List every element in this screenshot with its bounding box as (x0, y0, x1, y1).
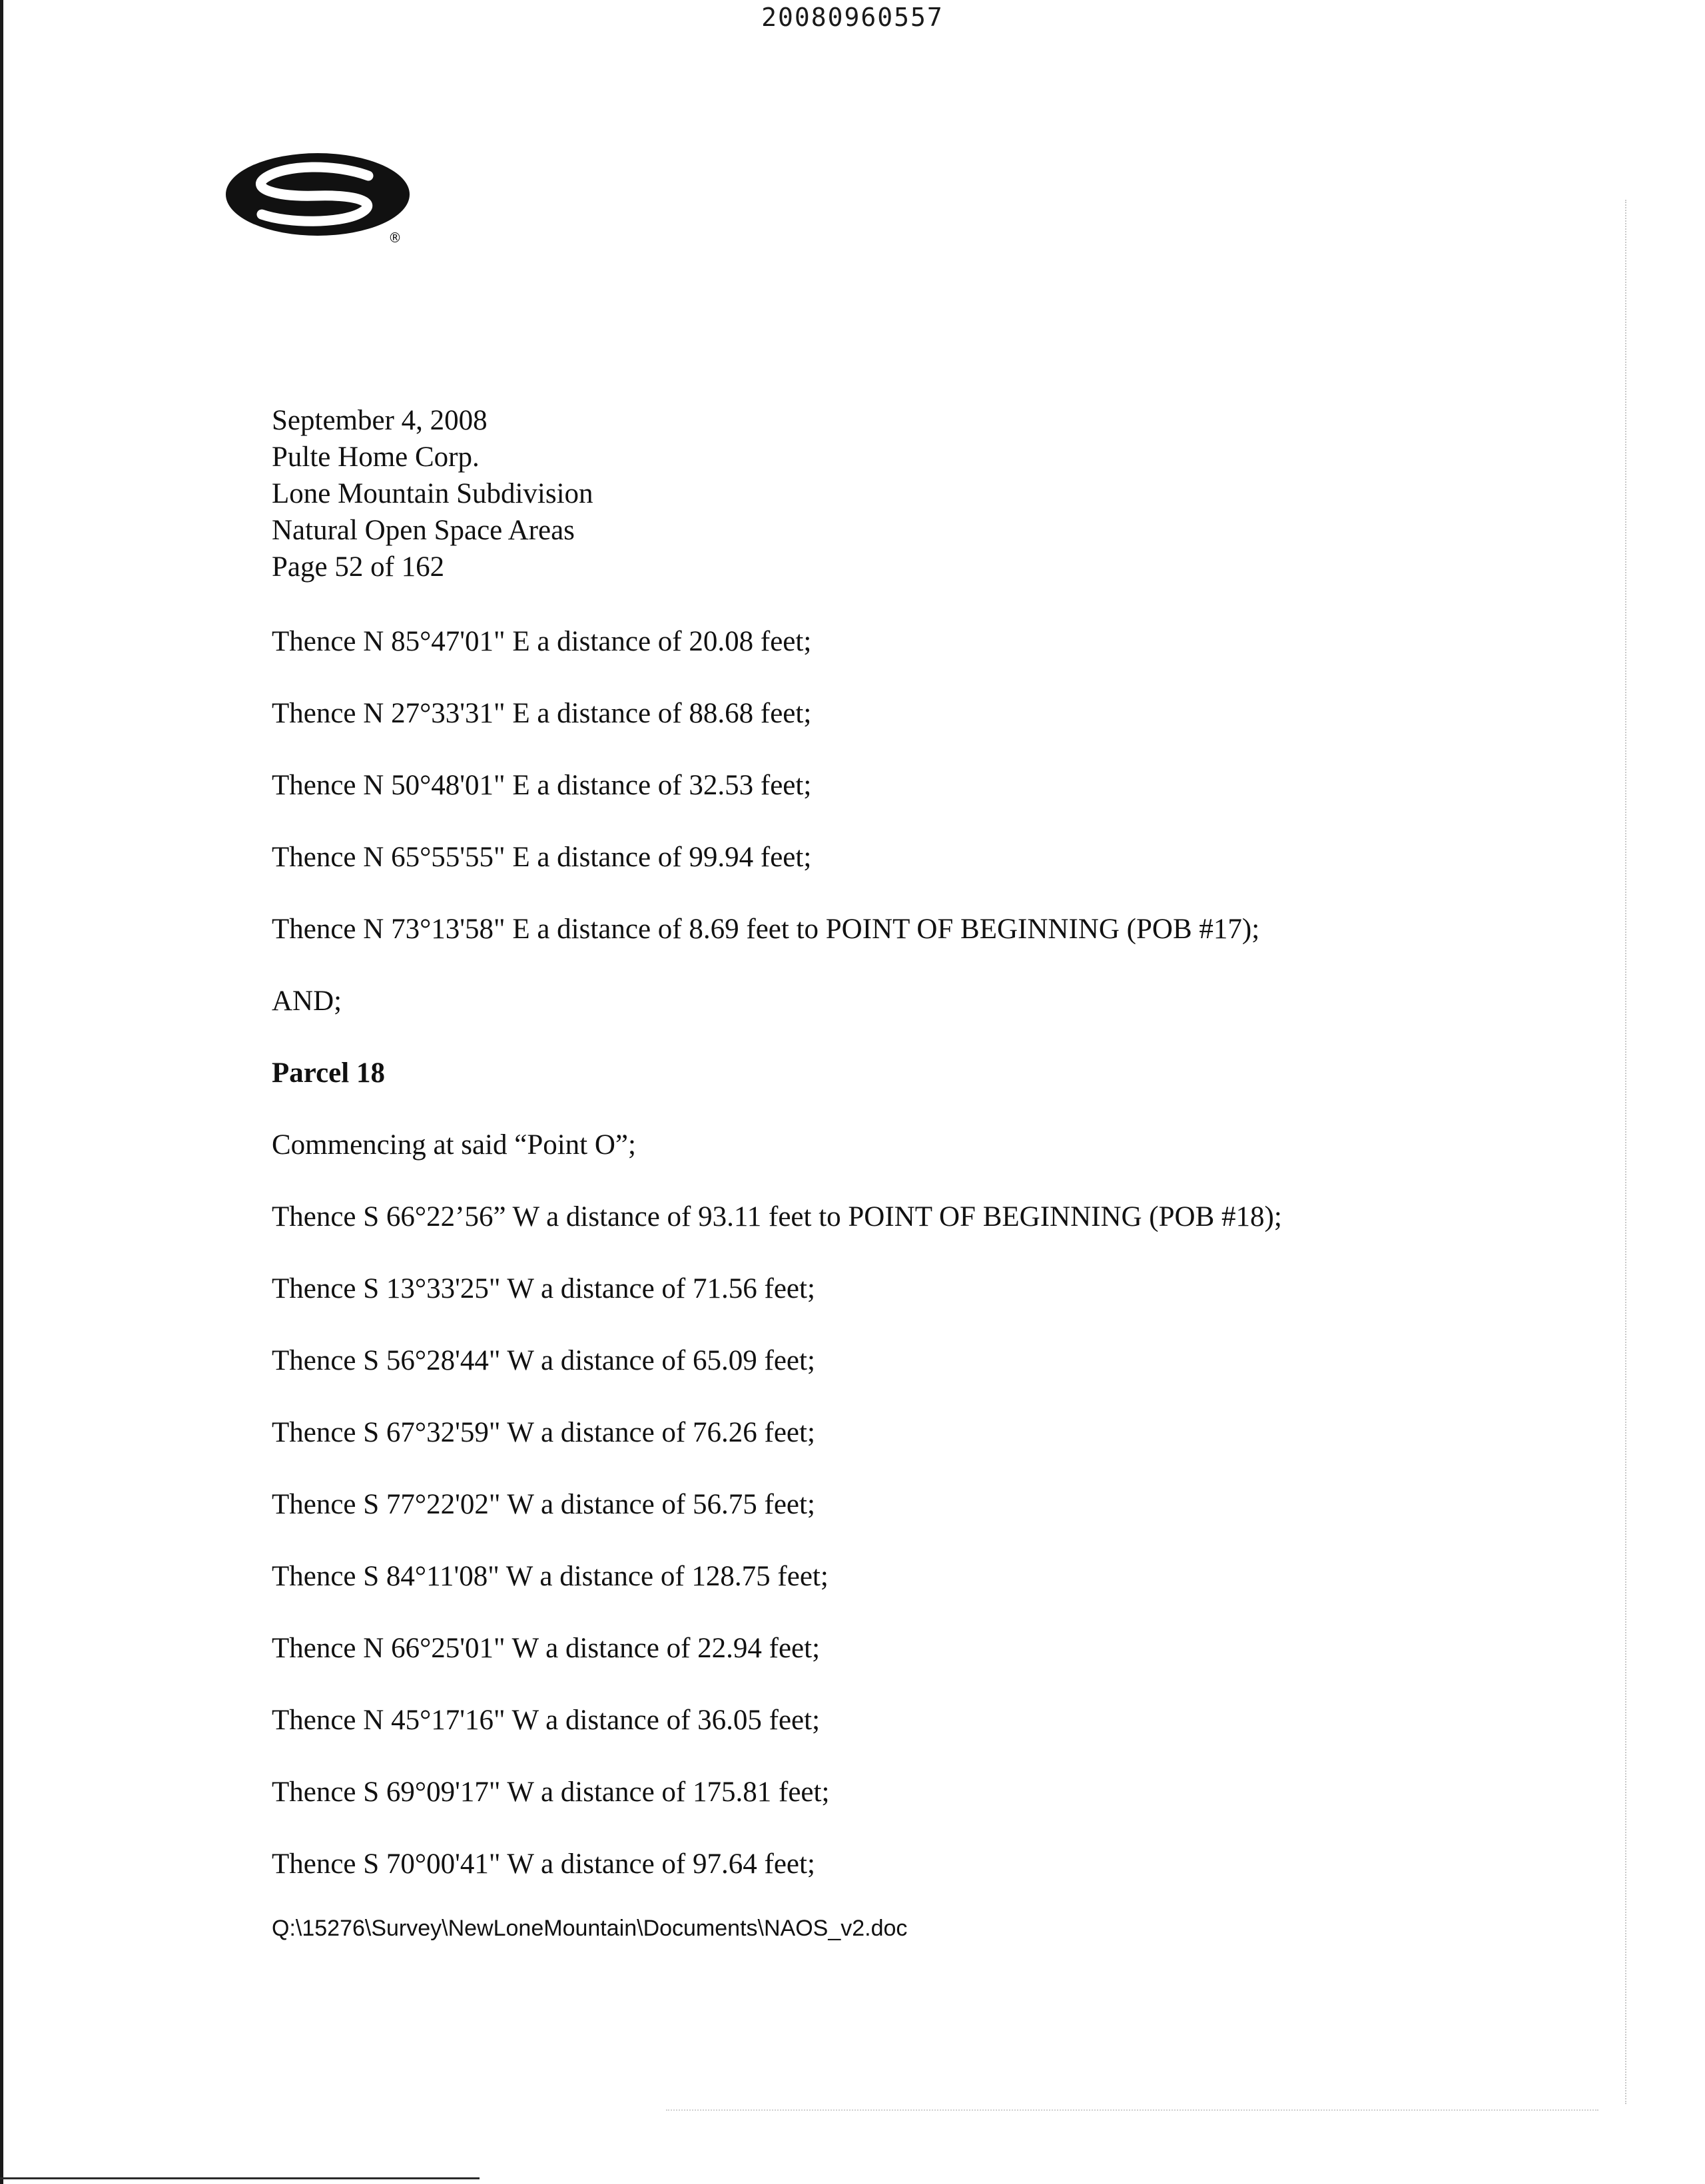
header-date: September 4, 2008 (272, 405, 488, 436)
course-line: Thence N 85°47'01" E a distance of 20.08 feet; (272, 626, 812, 657)
course-line: Thence S 84°11'08" W a distance of 128.75 feet; (272, 1561, 829, 1592)
scan-artifact-right (1625, 200, 1626, 2104)
conjunction-line: AND; (272, 985, 342, 1017)
course-line: Thence N 66°25'01" W a distance of 22.94 feet; (272, 1633, 821, 1664)
course-line: Thence S 67°32'59" W a distance of 76.26 feet; (272, 1417, 815, 1448)
course-line: Thence N 73°13'58" E a distance of 8.69 feet to POINT OF BEGINNING (POB #17); (272, 914, 1260, 945)
header-company: Pulte Home Corp. (272, 441, 480, 473)
letter-header (272, 402, 593, 585)
course-line: Thence S 13°33'25" W a distance of 71.56 feet; (272, 1273, 815, 1304)
commencing-line: Commencing at said “Point O”; (272, 1129, 636, 1161)
course-line: Thence N 50°48'01" E a distance of 32.53 feet; (272, 770, 812, 801)
course-line: Thence N 65°55'55" E a distance of 99.94 feet; (272, 842, 812, 873)
parcel-heading: Parcel 18 (272, 1057, 385, 1089)
oval-s-logo-icon (223, 148, 416, 248)
header-area: Natural Open Space Areas (272, 515, 575, 546)
course-line: Thence S 66°22’56” W a distance of 93.11 feet to POINT OF BEGINNING (POB #18); (272, 1201, 1282, 1232)
course-line: Thence S 69°09'17" W a distance of 175.81 feet; (272, 1776, 830, 1808)
footer-file-path: Q:\15276\Survey\NewLoneMountain\Documents\NAOS_v2.doc (272, 1916, 908, 1941)
course-line: Thence N 27°33'31" E a distance of 88.68 feet; (272, 698, 812, 729)
header-page-number: Page 52 of 162 (272, 551, 445, 583)
course-line: Thence S 70°00'41" W a distance of 97.64 feet; (272, 1848, 815, 1880)
header-subdivision: Lone Mountain Subdivision (272, 478, 593, 509)
scan-bottom-edge (0, 2177, 480, 2179)
scan-artifact-bottom (666, 2109, 1598, 2111)
course-line: Thence S 77°22'02" W a distance of 56.75 feet; (272, 1489, 815, 1520)
document-number: 20080960557 (761, 3, 944, 32)
course-line: Thence N 45°17'16" W a distance of 36.05 feet; (272, 1705, 821, 1736)
scan-left-edge (0, 0, 3, 2184)
registered-mark: ® (388, 230, 402, 246)
course-line: Thence S 56°28'44" W a distance of 65.09 feet; (272, 1345, 815, 1376)
